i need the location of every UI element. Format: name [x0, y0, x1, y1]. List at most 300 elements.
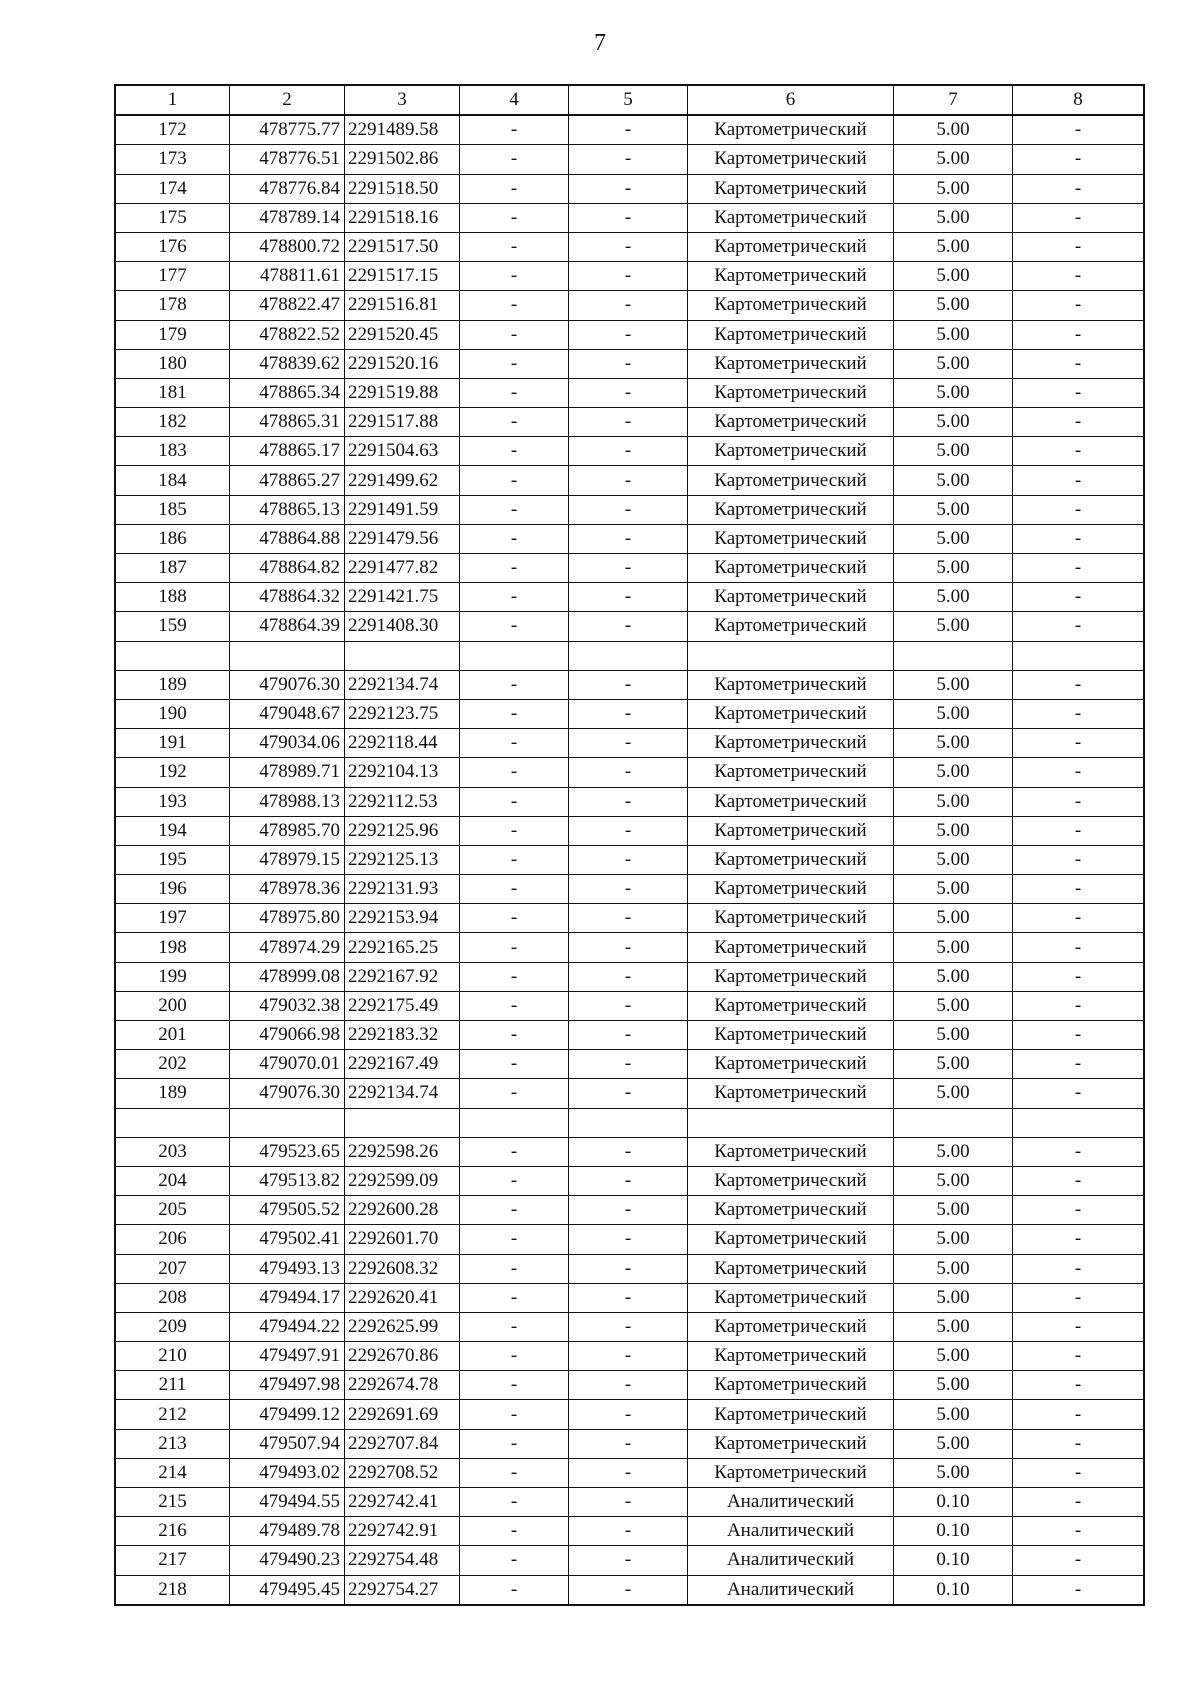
table-row: [115, 1400, 1144, 1429]
cell-method: Картометрический: [688, 729, 894, 758]
cell-method: Аналитический: [688, 1488, 894, 1517]
cell-method: Картометрический: [688, 1371, 894, 1400]
table-row: [115, 232, 1144, 261]
cell-x-coordinate: 479494.22: [230, 1312, 345, 1341]
cell-point-number: 179: [115, 320, 230, 349]
cell-point-number: 206: [115, 1225, 230, 1254]
cell-y-coordinate: 2292742.41: [345, 1488, 460, 1517]
cell-col-5: [569, 641, 688, 670]
cell-col-5: -: [569, 787, 688, 816]
cell-col-4: -: [460, 554, 569, 583]
cell-x-coordinate: 478975.80: [230, 904, 345, 933]
cell-method: Картометрический: [688, 203, 894, 232]
cell-accuracy: 0.10: [894, 1517, 1013, 1546]
cell-accuracy: 5.00: [894, 408, 1013, 437]
cell-col-5: -: [569, 554, 688, 583]
cell-point-number: 217: [115, 1546, 230, 1575]
column-header-8: 8: [1013, 85, 1145, 115]
cell-col-8: -: [1013, 962, 1145, 991]
table-row: [115, 1225, 1144, 1254]
cell-y-coordinate: 2292670.86: [345, 1342, 460, 1371]
cell-col-4: -: [460, 670, 569, 699]
cell-method: Картометрический: [688, 933, 894, 962]
cell-col-5: -: [569, 466, 688, 495]
table-row: [115, 583, 1144, 612]
cell-col-8: -: [1013, 495, 1145, 524]
cell-y-coordinate: 2292118.44: [345, 729, 460, 758]
cell-y-coordinate: 2292165.25: [345, 933, 460, 962]
cell-accuracy: 5.00: [894, 1400, 1013, 1429]
cell-point-number: 182: [115, 408, 230, 437]
cell-col-4: -: [460, 904, 569, 933]
cell-col-4: -: [460, 495, 569, 524]
table-row: [115, 1458, 1144, 1487]
cell-accuracy: 5.00: [894, 699, 1013, 728]
cell-method: Картометрический: [688, 262, 894, 291]
cell-col-5: -: [569, 437, 688, 466]
cell-point-number: 183: [115, 437, 230, 466]
cell-accuracy: 5.00: [894, 904, 1013, 933]
cell-col-8: -: [1013, 845, 1145, 874]
cell-col-8: -: [1013, 933, 1145, 962]
cell-col-8: -: [1013, 583, 1145, 612]
cell-accuracy: 5.00: [894, 378, 1013, 407]
cell-accuracy: 5.00: [894, 758, 1013, 787]
cell-y-coordinate: 2291518.50: [345, 174, 460, 203]
cell-x-coordinate: 479523.65: [230, 1137, 345, 1166]
cell-y-coordinate: [345, 641, 460, 670]
table-row: [115, 378, 1144, 407]
cell-method: Картометрический: [688, 232, 894, 261]
cell-y-coordinate: 2292123.75: [345, 699, 460, 728]
cell-col-4: -: [460, 1488, 569, 1517]
cell-col-5: -: [569, 1137, 688, 1166]
cell-col-5: -: [569, 349, 688, 378]
cell-col-5: -: [569, 1517, 688, 1546]
cell-x-coordinate: 479076.30: [230, 670, 345, 699]
cell-method: Картометрический: [688, 1312, 894, 1341]
cell-point-number: 210: [115, 1342, 230, 1371]
cell-point-number: 175: [115, 203, 230, 232]
cell-accuracy: 5.00: [894, 1196, 1013, 1225]
cell-method: Картометрический: [688, 816, 894, 845]
cell-x-coordinate: 478864.88: [230, 524, 345, 553]
table-row: [115, 1166, 1144, 1195]
cell-method: Картометрический: [688, 554, 894, 583]
cell-accuracy: 5.00: [894, 115, 1013, 145]
table-row: [115, 612, 1144, 641]
cell-x-coordinate: 478988.13: [230, 787, 345, 816]
cell-method: Картометрический: [688, 670, 894, 699]
cell-x-coordinate: 478865.17: [230, 437, 345, 466]
cell-point-number: 172: [115, 115, 230, 145]
cell-x-coordinate: 478811.61: [230, 262, 345, 291]
cell-method: Картометрический: [688, 845, 894, 874]
cell-method: Картометрический: [688, 1400, 894, 1429]
cell-accuracy: 5.00: [894, 612, 1013, 641]
cell-y-coordinate: 2291421.75: [345, 583, 460, 612]
cell-col-8: -: [1013, 291, 1145, 320]
cell-y-coordinate: 2292708.52: [345, 1458, 460, 1487]
cell-accuracy: 5.00: [894, 1050, 1013, 1079]
cell-col-8: -: [1013, 320, 1145, 349]
table-row: [115, 1312, 1144, 1341]
cell-method: Картометрический: [688, 466, 894, 495]
cell-x-coordinate: 479489.78: [230, 1517, 345, 1546]
cell-col-4: -: [460, 1517, 569, 1546]
cell-method: Картометрический: [688, 1225, 894, 1254]
cell-point-number: 192: [115, 758, 230, 787]
table-row: [115, 699, 1144, 728]
cell-col-5: -: [569, 670, 688, 699]
cell-y-coordinate: 2292167.49: [345, 1050, 460, 1079]
cell-y-coordinate: 2292608.32: [345, 1254, 460, 1283]
table-row: [115, 524, 1144, 553]
cell-col-4: -: [460, 933, 569, 962]
cell-accuracy: 5.00: [894, 962, 1013, 991]
cell-col-5: -: [569, 758, 688, 787]
cell-method: Картометрический: [688, 962, 894, 991]
cell-col-5: -: [569, 729, 688, 758]
cell-accuracy: 5.00: [894, 1254, 1013, 1283]
cell-col-8: -: [1013, 1050, 1145, 1079]
cell-y-coordinate: 2291520.16: [345, 349, 460, 378]
cell-col-8: -: [1013, 729, 1145, 758]
cell-point-number: 215: [115, 1488, 230, 1517]
cell-accuracy: 5.00: [894, 991, 1013, 1020]
table-row: [115, 554, 1144, 583]
cell-col-4: -: [460, 845, 569, 874]
table-row: [115, 408, 1144, 437]
cell-method: Картометрический: [688, 174, 894, 203]
cell-col-4: -: [460, 816, 569, 845]
cell-col-5: -: [569, 320, 688, 349]
cell-col-4: -: [460, 699, 569, 728]
cell-x-coordinate: 478989.71: [230, 758, 345, 787]
cell-col-4: -: [460, 291, 569, 320]
cell-method: Картометрический: [688, 524, 894, 553]
cell-point-number: 177: [115, 262, 230, 291]
cell-point-number: 181: [115, 378, 230, 407]
cell-col-4: -: [460, 1575, 569, 1605]
cell-x-coordinate: 478800.72: [230, 232, 345, 261]
cell-x-coordinate: 478979.15: [230, 845, 345, 874]
cell-col-8: -: [1013, 1371, 1145, 1400]
cell-col-5: -: [569, 1488, 688, 1517]
cell-method: Картометрический: [688, 1196, 894, 1225]
cell-col-5: -: [569, 933, 688, 962]
cell-col-8: -: [1013, 1079, 1145, 1108]
column-header-1: 1: [115, 85, 230, 115]
cell-col-4: [460, 1108, 569, 1137]
cell-col-5: -: [569, 816, 688, 845]
cell-point-number: 199: [115, 962, 230, 991]
cell-accuracy: [894, 1108, 1013, 1137]
cell-col-5: -: [569, 1546, 688, 1575]
cell-method: Аналитический: [688, 1575, 894, 1605]
cell-y-coordinate: 2292691.69: [345, 1400, 460, 1429]
cell-col-4: [460, 641, 569, 670]
cell-accuracy: 5.00: [894, 1342, 1013, 1371]
cell-accuracy: 5.00: [894, 320, 1013, 349]
cell-col-8: -: [1013, 408, 1145, 437]
table-row: [115, 962, 1144, 991]
cell-method: Картометрический: [688, 1021, 894, 1050]
table-row: [115, 320, 1144, 349]
table-row: [115, 1254, 1144, 1283]
cell-x-coordinate: 479499.12: [230, 1400, 345, 1429]
table-row: [115, 787, 1144, 816]
cell-y-coordinate: 2291519.88: [345, 378, 460, 407]
cell-method: Картометрический: [688, 115, 894, 145]
cell-col-5: -: [569, 612, 688, 641]
cell-x-coordinate: 478985.70: [230, 816, 345, 845]
cell-accuracy: 0.10: [894, 1488, 1013, 1517]
cell-point-number: 173: [115, 145, 230, 174]
cell-col-8: -: [1013, 875, 1145, 904]
cell-x-coordinate: 479497.91: [230, 1342, 345, 1371]
cell-accuracy: 5.00: [894, 1225, 1013, 1254]
cell-point-number: 176: [115, 232, 230, 261]
cell-x-coordinate: 478822.52: [230, 320, 345, 349]
cell-y-coordinate: 2292754.27: [345, 1575, 460, 1605]
cell-col-4: -: [460, 729, 569, 758]
cell-col-8: -: [1013, 174, 1145, 203]
cell-point-number: 198: [115, 933, 230, 962]
cell-x-coordinate: 478776.84: [230, 174, 345, 203]
cell-col-8: -: [1013, 1312, 1145, 1341]
cell-col-5: -: [569, 378, 688, 407]
cell-col-4: -: [460, 1166, 569, 1195]
cell-col-4: -: [460, 174, 569, 203]
cell-col-4: -: [460, 466, 569, 495]
cell-col-8: -: [1013, 1021, 1145, 1050]
cell-point-number: 201: [115, 1021, 230, 1050]
cell-method: Картометрический: [688, 378, 894, 407]
cell-accuracy: 5.00: [894, 1137, 1013, 1166]
cell-col-8: -: [1013, 349, 1145, 378]
cell-point-number: 212: [115, 1400, 230, 1429]
cell-col-4: -: [460, 378, 569, 407]
cell-x-coordinate: 479507.94: [230, 1429, 345, 1458]
cell-point-number: 180: [115, 349, 230, 378]
page-number: 7: [594, 30, 606, 56]
cell-col-4: -: [460, 145, 569, 174]
cell-col-5: -: [569, 1342, 688, 1371]
cell-y-coordinate: 2292125.96: [345, 816, 460, 845]
cell-col-8: -: [1013, 1517, 1145, 1546]
cell-method: Картометрический: [688, 612, 894, 641]
cell-point-number: 209: [115, 1312, 230, 1341]
table-row: [115, 875, 1144, 904]
cell-accuracy: 5.00: [894, 729, 1013, 758]
cell-x-coordinate: 478974.29: [230, 933, 345, 962]
cell-col-4: -: [460, 875, 569, 904]
cell-col-5: -: [569, 1079, 688, 1108]
cell-col-4: -: [460, 1546, 569, 1575]
cell-col-5: [569, 1108, 688, 1137]
cell-col-8: -: [1013, 262, 1145, 291]
cell-col-5: -: [569, 115, 688, 145]
cell-x-coordinate: 479490.23: [230, 1546, 345, 1575]
cell-y-coordinate: 2292742.91: [345, 1517, 460, 1546]
cell-y-coordinate: 2291517.50: [345, 232, 460, 261]
table-row: [115, 495, 1144, 524]
cell-accuracy: 5.00: [894, 583, 1013, 612]
cell-y-coordinate: 2292707.84: [345, 1429, 460, 1458]
cell-col-4: -: [460, 612, 569, 641]
cell-method: Картометрический: [688, 787, 894, 816]
cell-col-8: -: [1013, 1458, 1145, 1487]
table-row: [115, 437, 1144, 466]
cell-col-4: -: [460, 1079, 569, 1108]
cell-y-coordinate: 2292625.99: [345, 1312, 460, 1341]
table-row: [115, 1488, 1144, 1517]
cell-accuracy: 5.00: [894, 845, 1013, 874]
cell-x-coordinate: 479034.06: [230, 729, 345, 758]
cell-x-coordinate: 478865.34: [230, 378, 345, 407]
cell-accuracy: 5.00: [894, 262, 1013, 291]
cell-x-coordinate: 478999.08: [230, 962, 345, 991]
cell-col-4: -: [460, 962, 569, 991]
cell-accuracy: 0.10: [894, 1546, 1013, 1575]
cell-y-coordinate: 2291491.59: [345, 495, 460, 524]
cell-method: Картометрический: [688, 291, 894, 320]
table-row: [115, 991, 1144, 1020]
column-header-7: 7: [894, 85, 1013, 115]
cell-method: Аналитический: [688, 1546, 894, 1575]
cell-accuracy: 5.00: [894, 349, 1013, 378]
cell-y-coordinate: 2292134.74: [345, 1079, 460, 1108]
cell-y-coordinate: 2291408.30: [345, 612, 460, 641]
cell-col-8: -: [1013, 1137, 1145, 1166]
cell-col-4: -: [460, 1137, 569, 1166]
cell-point-number: [115, 641, 230, 670]
cell-col-5: -: [569, 232, 688, 261]
column-header-5: 5: [569, 85, 688, 115]
cell-x-coordinate: 478775.77: [230, 115, 345, 145]
cell-col-4: -: [460, 115, 569, 145]
cell-method: Картометрический: [688, 991, 894, 1020]
cell-y-coordinate: 2292104.13: [345, 758, 460, 787]
table-row: [115, 291, 1144, 320]
cell-y-coordinate: 2292754.48: [345, 1546, 460, 1575]
cell-method: Картометрический: [688, 1429, 894, 1458]
cell-y-coordinate: 2292134.74: [345, 670, 460, 699]
cell-x-coordinate: [230, 1108, 345, 1137]
cell-point-number: 184: [115, 466, 230, 495]
table-header-row: [115, 85, 1144, 115]
cell-point-number: 203: [115, 1137, 230, 1166]
table-row: [115, 1429, 1144, 1458]
cell-col-8: -: [1013, 1283, 1145, 1312]
cell-y-coordinate: 2291502.86: [345, 145, 460, 174]
table-row: [115, 670, 1144, 699]
cell-col-4: -: [460, 1283, 569, 1312]
table-row: [115, 174, 1144, 203]
cell-y-coordinate: 2291517.15: [345, 262, 460, 291]
cell-col-8: -: [1013, 437, 1145, 466]
cell-accuracy: 5.00: [894, 1166, 1013, 1195]
cell-method: Картометрический: [688, 437, 894, 466]
cell-method: Картометрический: [688, 349, 894, 378]
cell-col-8: -: [1013, 758, 1145, 787]
cell-col-8: -: [1013, 816, 1145, 845]
cell-y-coordinate: 2292620.41: [345, 1283, 460, 1312]
cell-accuracy: [894, 641, 1013, 670]
cell-col-5: -: [569, 495, 688, 524]
cell-method: Картометрический: [688, 1079, 894, 1108]
cell-col-4: -: [460, 1254, 569, 1283]
cell-x-coordinate: 478839.62: [230, 349, 345, 378]
cell-col-4: -: [460, 1196, 569, 1225]
cell-col-8: -: [1013, 699, 1145, 728]
column-header-6: 6: [688, 85, 894, 115]
cell-col-5: -: [569, 583, 688, 612]
cell-y-coordinate: 2292601.70: [345, 1225, 460, 1254]
cell-y-coordinate: 2291520.45: [345, 320, 460, 349]
cell-col-8: -: [1013, 115, 1145, 145]
cell-method: Картометрический: [688, 1458, 894, 1487]
table-row: [115, 904, 1144, 933]
cell-point-number: 196: [115, 875, 230, 904]
cell-point-number: 194: [115, 816, 230, 845]
cell-col-5: -: [569, 1283, 688, 1312]
cell-accuracy: 5.00: [894, 875, 1013, 904]
cell-y-coordinate: 2291479.56: [345, 524, 460, 553]
cell-col-4: -: [460, 991, 569, 1020]
cell-col-8: -: [1013, 1546, 1145, 1575]
cell-y-coordinate: 2292131.93: [345, 875, 460, 904]
cell-col-5: -: [569, 174, 688, 203]
cell-accuracy: 5.00: [894, 1021, 1013, 1050]
cell-col-4: -: [460, 203, 569, 232]
cell-col-5: -: [569, 1312, 688, 1341]
cell-col-8: -: [1013, 1575, 1145, 1605]
table-row: [115, 466, 1144, 495]
cell-method: Картометрический: [688, 145, 894, 174]
cell-col-5: -: [569, 1225, 688, 1254]
cell-point-number: 195: [115, 845, 230, 874]
table-row: [115, 1021, 1144, 1050]
cell-x-coordinate: 479513.82: [230, 1166, 345, 1195]
cell-col-5: -: [569, 1575, 688, 1605]
cell-y-coordinate: 2292599.09: [345, 1166, 460, 1195]
cell-col-5: -: [569, 524, 688, 553]
cell-method: Картометрический: [688, 320, 894, 349]
cell-col-5: -: [569, 875, 688, 904]
table-row: [115, 115, 1144, 145]
cell-col-8: -: [1013, 145, 1145, 174]
cell-col-5: -: [569, 699, 688, 728]
cell-accuracy: 5.00: [894, 291, 1013, 320]
cell-col-5: -: [569, 904, 688, 933]
cell-accuracy: 5.00: [894, 203, 1013, 232]
cell-point-number: [115, 1108, 230, 1137]
cell-col-8: -: [1013, 670, 1145, 699]
coordinates-table-container: [114, 84, 1140, 1606]
table-row: [115, 203, 1144, 232]
cell-point-number: 207: [115, 1254, 230, 1283]
cell-x-coordinate: 478789.14: [230, 203, 345, 232]
cell-col-4: -: [460, 1021, 569, 1050]
cell-col-4: -: [460, 408, 569, 437]
cell-col-8: -: [1013, 904, 1145, 933]
cell-x-coordinate: 479076.30: [230, 1079, 345, 1108]
cell-col-5: -: [569, 1021, 688, 1050]
cell-x-coordinate: 478864.82: [230, 554, 345, 583]
table-row: [115, 816, 1144, 845]
